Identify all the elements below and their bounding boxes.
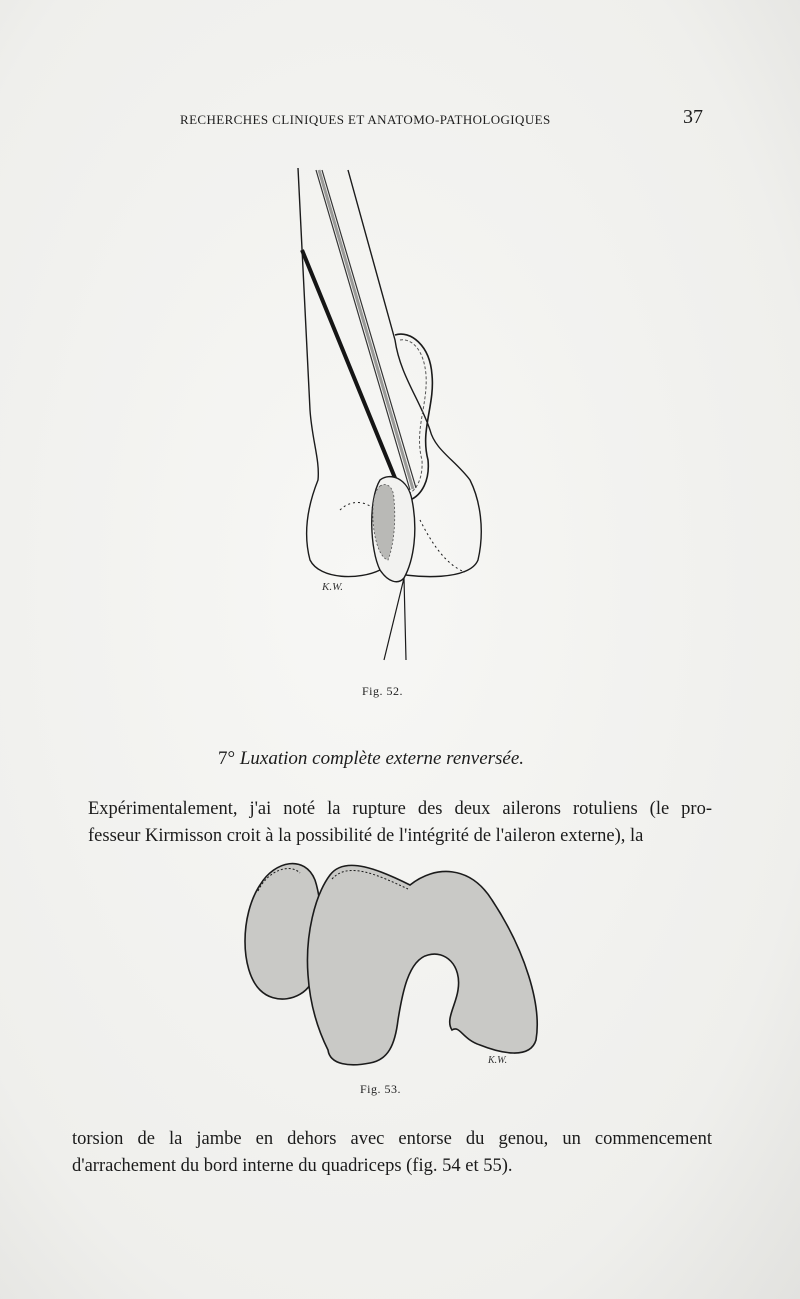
- section-number: 7°: [218, 748, 236, 769]
- patellar-ligament: [384, 578, 406, 660]
- paragraph-1: [72, 796, 712, 850]
- figure-52-signature: K.W.: [322, 581, 343, 593]
- tendon-sheath: [395, 334, 432, 500]
- figure-53-illustration: [230, 855, 550, 1075]
- figure-53: [230, 855, 550, 1075]
- figure-53-caption: Fig. 53.: [360, 1082, 402, 1096]
- figure-52-illustration: [280, 160, 500, 670]
- paragraph-2: [72, 1126, 712, 1180]
- page-number: 37: [683, 106, 703, 128]
- section-title-text: Luxation complète externe renversée.: [239, 748, 525, 769]
- figure-52-caption: Fig. 52.: [362, 684, 404, 698]
- paragraph-1-line-2: fesseur Kirmisson croit à la possibilité de l'intégrité de l'aileron externe), la: [88, 826, 644, 846]
- figure-52: [280, 160, 500, 670]
- rod-light-a: [316, 170, 410, 490]
- paragraph-2-line-2: d'arrachement du bord interne du quadriceps (fig. 54 et 55).: [72, 1156, 513, 1176]
- running-title: RECHERCHES CLINIQUES ET ANATOMO-PATHOLOGIQUES: [180, 112, 551, 127]
- section-heading: [218, 748, 524, 770]
- condyle-section: [307, 865, 537, 1064]
- paragraph-1-line-1: Expérimentalement, j'ai noté la rupture des deux ailerons rotuliens (le pro-: [88, 799, 712, 819]
- figure-53-signature: K.W.: [488, 1055, 508, 1066]
- tendon-sheath-inner: [400, 340, 426, 495]
- paragraph-2-line-1: torsion de la jambe en dehors avec entorse du genou, un commencement: [72, 1129, 712, 1149]
